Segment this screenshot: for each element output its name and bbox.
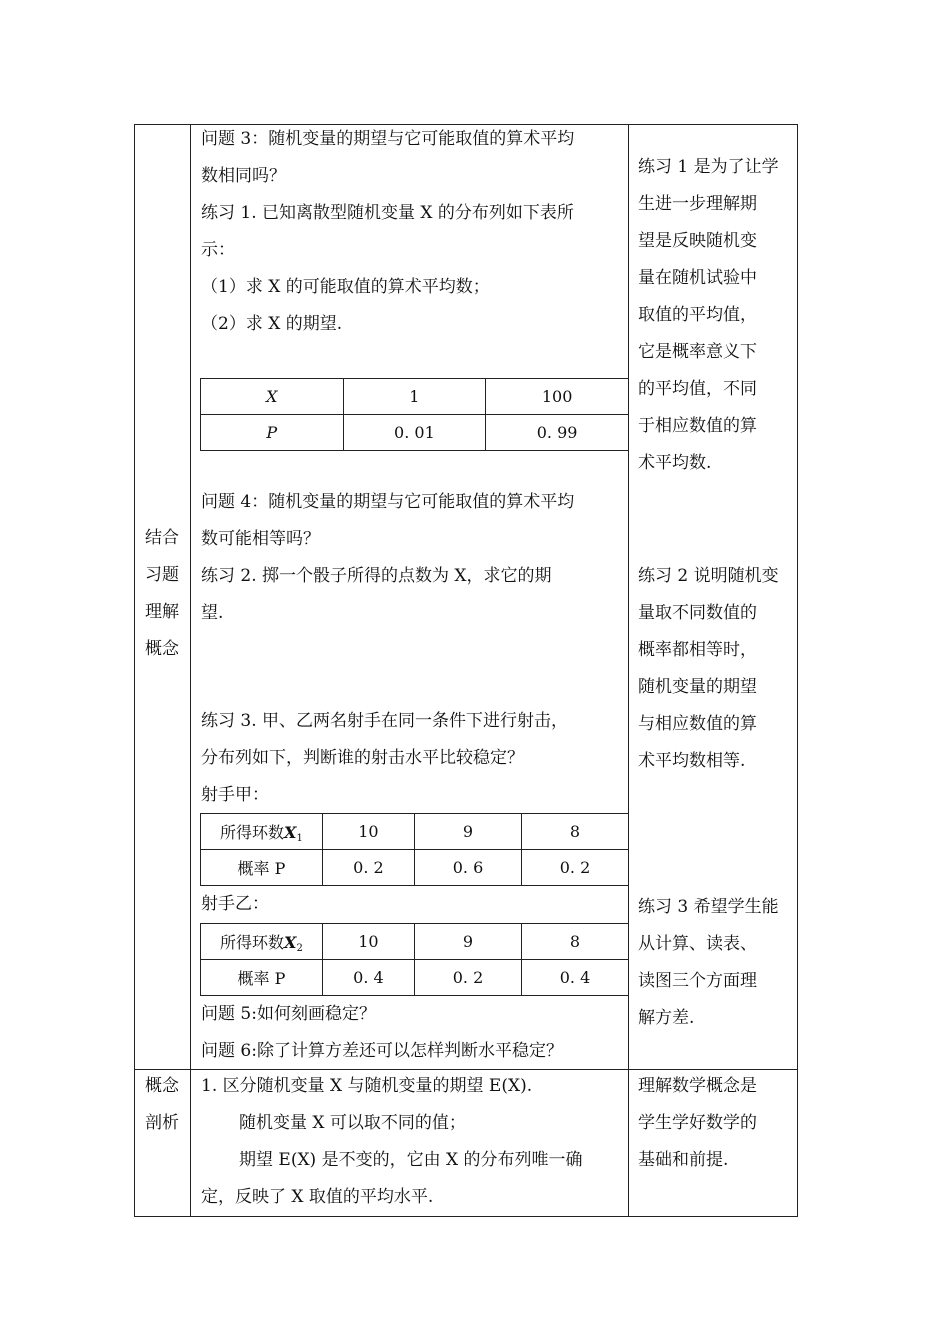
table-cell: X <box>201 379 344 415</box>
table-cell: 10 <box>322 814 414 850</box>
table-cell: 0. 2 <box>415 960 522 996</box>
shooter-b-label: 射手乙： <box>201 894 269 914</box>
table-cell: 0. 99 <box>486 415 629 451</box>
table-cell: 所得环数$X_2$ <box>201 924 323 960</box>
table-cell: 8 <box>522 814 629 850</box>
col-divider-1 <box>190 124 191 1217</box>
table-cell: 8 <box>522 924 629 960</box>
section-label-analysis: 概念 剖析 <box>145 1076 179 1133</box>
note-exercise-3: 练习 3 希望学生能 从计算、读表、 读图三个方面理 解方差. <box>638 897 779 1028</box>
table-cell: 1 <box>343 379 486 415</box>
shooter-a-label: 射手甲： <box>201 785 269 805</box>
frame-left <box>134 124 135 1217</box>
table-row <box>201 960 629 996</box>
table-row <box>201 814 629 850</box>
table-cell: 所得环数$X_1$ <box>201 814 323 850</box>
table-row <box>201 850 629 886</box>
table-row <box>201 415 629 451</box>
table-cell: 9 <box>415 924 522 960</box>
question-3: 问题 3：随机变量的期望与它可能取值的算术平均 数相同吗？ <box>201 129 575 186</box>
table-cell: 0. 4 <box>322 960 414 996</box>
col-divider-2 <box>628 124 629 1217</box>
table-row <box>201 924 629 960</box>
section-label-combine: 结合 习题 理解 概念 <box>145 528 179 659</box>
note-analysis: 理解数学概念是 学生学好数学的 基础和前提. <box>638 1076 757 1170</box>
table-cell: P <box>201 415 344 451</box>
question-5: 问题 5:如何刻画稳定？ <box>201 1004 376 1024</box>
table-cell: 概率 P <box>201 850 323 886</box>
table-row <box>201 379 629 415</box>
question-6: 问题 6:除了计算方差还可以怎样判断水平稳定？ <box>201 1041 563 1061</box>
note-exercise-1: 练习 1 是为了让学 生进一步理解期 望是反映随机变 量在随机试验中 取值的平均值， 它是概率意义下 的平均值，不同 于相应数值的算 术平均数. <box>638 157 779 473</box>
shooter-b-table <box>200 923 629 996</box>
table-cell: 10 <box>322 924 414 960</box>
note-exercise-2: 练习 2 说明随机变 量取不同数值的 概率都相等时， 随机变量的期望 与相应数值的算 术平均数相等. <box>638 566 779 771</box>
table-cell: 0. 4 <box>522 960 629 996</box>
frame-right <box>797 124 798 1217</box>
table-cell: 0. 01 <box>343 415 486 451</box>
table-cell: 0. 2 <box>322 850 414 886</box>
table-cell: 概率 P <box>201 960 323 996</box>
table-cell: 9 <box>415 814 522 850</box>
table-cell: 0. 2 <box>522 850 629 886</box>
question-4: 问题 4：随机变量的期望与它可能取值的算术平均 数可能相等吗？ <box>201 492 575 549</box>
table-cell: 0. 6 <box>415 850 522 886</box>
exercise-2: 练习 2. 掷一个骰子所得的点数为 X，求它的期 望. <box>201 566 552 623</box>
exercise-1: 练习 1. 已知离散型随机变量 X 的分布列如下表所 示： （1）求 X 的可能取值的算术平均数； （2）求 X 的期望. <box>201 203 574 334</box>
frame-bottom <box>134 1216 798 1217</box>
shooter-a-table <box>200 813 629 886</box>
questions-5-6 <box>201 996 626 1070</box>
analysis-content: 1. 区分随机变量 X 与随机变量的期望 E(X). 随机变量 X 可以取不同的值； 期望 E(X) 是不变的，它由 X 的分布列唯一确 定，反映了 X 取值的平均水平. <box>201 1076 583 1207</box>
distribution-table-1 <box>200 378 629 451</box>
table-cell: 100 <box>486 379 629 415</box>
exercise-3: 练习 3. 甲、乙两名射手在同一条件下进行射击， 分布列如下，判断谁的射击水平比较稳定？ 射手甲： <box>201 703 626 814</box>
